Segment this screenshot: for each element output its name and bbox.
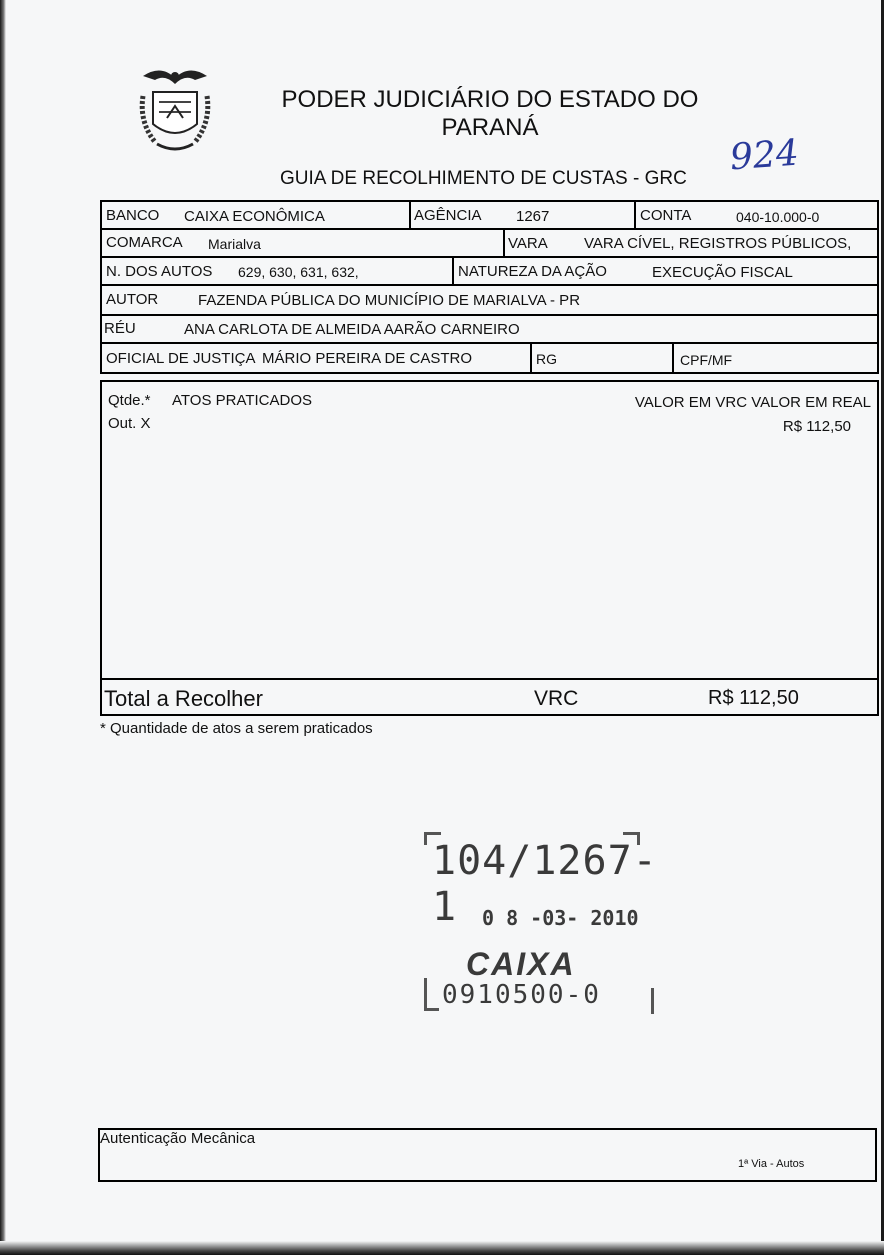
total-vrc: VRC <box>534 687 579 710</box>
values-header: VALOR EM VRC VALOR EM REAL <box>634 394 871 411</box>
autos-value: 629, 630, 631, 632, <box>238 264 359 280</box>
conta-label: CONTA <box>640 207 692 224</box>
act-row-qty: Out. X <box>108 415 151 432</box>
reu-value: ANA CARLOTA DE ALMEIDA AARÃO CARNEIRO <box>184 321 520 338</box>
comarca-value: Marialva <box>208 236 261 252</box>
scan-edge-bottom <box>0 1241 884 1255</box>
agencia-value: 1267 <box>516 208 550 225</box>
banco-value: CAIXA ECONÔMICA <box>184 208 325 225</box>
stamp-corner-br <box>643 988 654 1014</box>
authentication-label: Autenticação Mecânica <box>100 1130 256 1147</box>
page-title-line2: PARANÁ <box>441 114 539 141</box>
row-autor <box>100 284 879 316</box>
reu-label: RÉU <box>104 320 136 337</box>
authentication-box <box>98 1128 877 1182</box>
coat-of-arms-icon <box>135 62 215 157</box>
agencia-label: AGÊNCIA <box>414 207 482 224</box>
row-oficial <box>100 342 879 374</box>
total-row <box>100 678 879 716</box>
via-label: 1ª Via - Autos <box>738 1158 805 1170</box>
scan-edge-left <box>0 0 6 1255</box>
total-label: Total a Recolher <box>104 686 263 711</box>
natureza-label: NATUREZA DA AÇÃO <box>458 263 607 280</box>
vara-label: VARA <box>508 235 548 252</box>
oficial-label: OFICIAL DE JUSTIÇA <box>106 350 256 367</box>
page-title-line1: PODER JUDICIÁRIO DO ESTADO DO <box>281 86 699 113</box>
rg-label: RG <box>536 351 557 367</box>
oficial-value: MÁRIO PEREIRA DE CASTRO <box>262 350 473 367</box>
acts-table <box>100 380 879 680</box>
row-reu <box>100 314 879 344</box>
total-real: R$ 112,50 <box>708 687 799 709</box>
vara-value: VARA CÍVEL, REGISTROS PÚBLICOS, <box>584 235 852 252</box>
row-banco <box>100 200 879 230</box>
row-autos <box>100 256 879 286</box>
stamp-bank-name: CAIXA <box>466 946 576 982</box>
autor-value: FAZENDA PÚBLICA DO MUNICÍPIO DE MARIALVA - PR <box>198 292 581 309</box>
stamp-number: 104/1267-1 <box>432 838 658 930</box>
footnote: * Quantidade de atos a serem praticados <box>100 720 373 737</box>
autor-label: AUTOR <box>106 291 159 308</box>
comarca-label: COMARCA <box>106 234 183 251</box>
handwritten-page-number: 924 <box>728 132 801 179</box>
stamp-date: 0 8 -03- 2010 <box>482 906 639 930</box>
conta-value: 040-10.000-0 <box>736 209 820 225</box>
bank-stamp <box>424 828 658 1020</box>
row-comarca <box>100 228 879 258</box>
form-subtitle: GUIA DE RECOLHIMENTO DE CUSTAS - GRC <box>280 168 687 189</box>
stamp-code: 0910500-0 <box>442 980 601 1010</box>
autos-label: N. DOS AUTOS <box>106 263 213 280</box>
acts-header: ATOS PRATICADOS <box>172 392 313 409</box>
stamp-corner-bl <box>424 978 439 1011</box>
banco-label: BANCO <box>106 207 160 224</box>
act-row-real: R$ 112,50 <box>782 418 851 435</box>
natureza-value: EXECUÇÃO FISCAL <box>652 264 793 281</box>
cpf-label: CPF/MF <box>680 352 733 368</box>
qty-header: Qtde.* <box>108 392 151 409</box>
